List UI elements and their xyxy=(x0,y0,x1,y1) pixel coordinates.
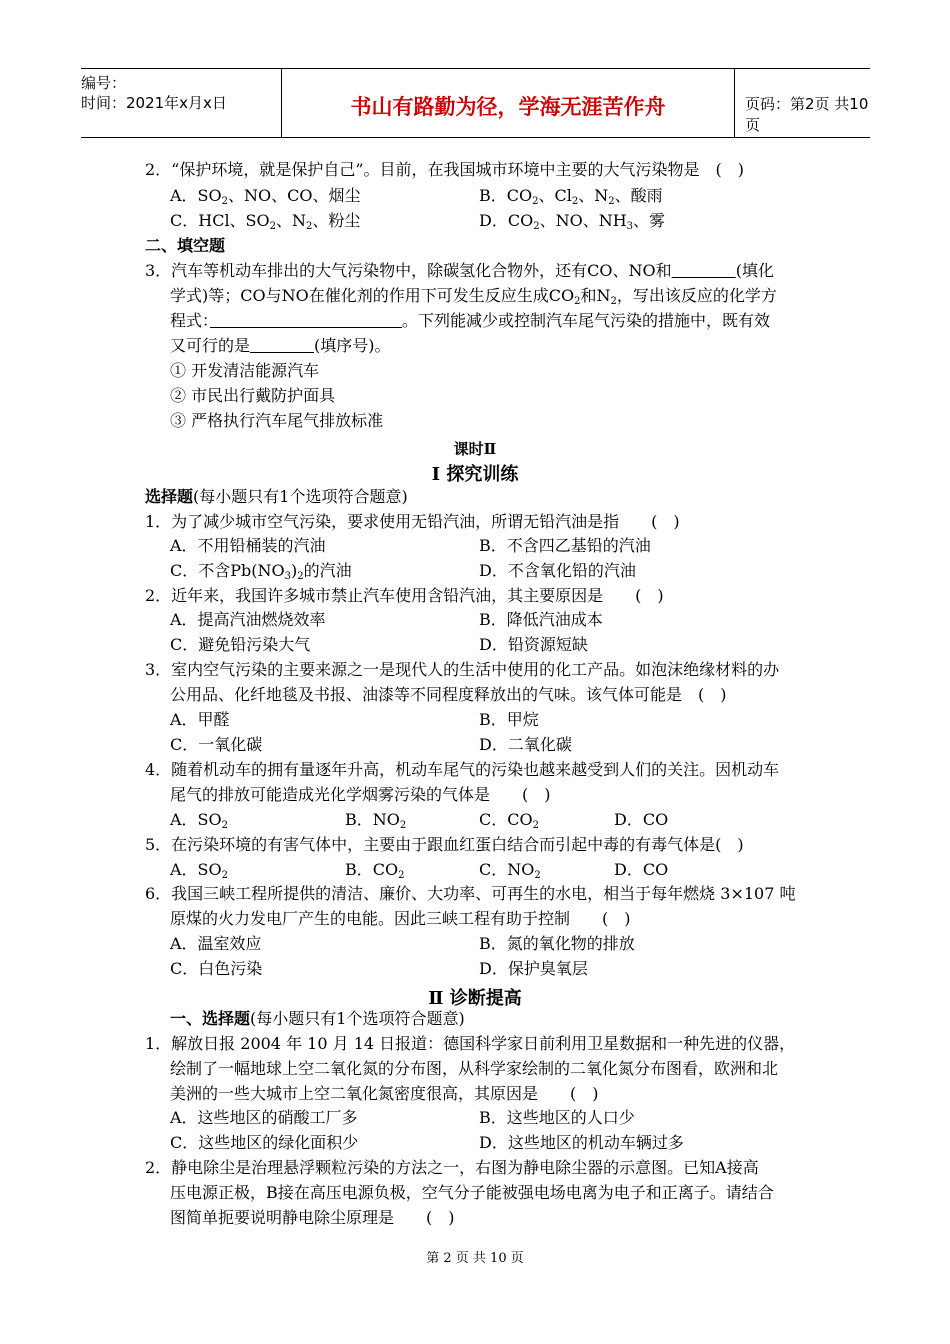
p2-q2-line3: 图简单扼要说明静电除尘原理是 ( ) xyxy=(170,1208,455,1227)
p1-q3-option-c: C．一氧化碳 xyxy=(170,735,263,754)
header-number: 编号： xyxy=(81,74,127,92)
p2-q1-line3: 美洲的一些大城市上空二氧化氮密度很高，其原因是 ( ) xyxy=(170,1084,599,1103)
q3-line4: 又可行的是 (填序号)。 xyxy=(170,336,391,355)
q3-line3: 程式： 。下列能减少或控制汽车尾气污染的措施中，既有效 xyxy=(170,311,771,330)
header-page: 页码：第2页 共10页 xyxy=(745,95,869,134)
p2-q1-option-b: B．这些地区的人口少 xyxy=(479,1108,635,1127)
p1-choice-note: (每小题只有1个选项符合题意) xyxy=(193,487,408,506)
p1-q2-stem: 2．近年来，我国许多城市禁止汽车使用含铅汽油，其主要原因是 ( ) xyxy=(145,586,664,605)
p1-choice-heading xyxy=(145,487,408,507)
p1-q4-option-d: D．CO xyxy=(614,810,669,829)
p2-q2-line2: 压电源正极，B接在高压电源负极，空气分子能被强电场电离为电子和正离子。请结合 xyxy=(170,1183,774,1202)
p1-q3-option-a: A．甲醛 xyxy=(170,710,230,729)
p2-q1-option-d: D．这些地区的机动车辆过多 xyxy=(479,1133,684,1152)
p1-q6-option-c: C．白色污染 xyxy=(170,959,263,978)
p1-q4-line1: 4．随着机动车的拥有量逐年升高，机动车尾气的污染也越来越受到人们的关注。因机动车 xyxy=(145,760,780,779)
p1-q2-option-b: B．降低汽油成本 xyxy=(479,610,603,629)
p1-q1-stem: 1．为了减少城市空气污染，要求使用无铅汽油，所谓无铅汽油是指 ( ) xyxy=(145,512,680,531)
p1-q1-option-c: C．不含$Pb(NO_3)_2$的汽油 xyxy=(170,561,352,582)
p2-q1-line1: 1．解放日报 2004 年 10 月 14 日报道：德国科学家日前利用卫星数据和一种先进的仪器， xyxy=(145,1034,796,1053)
p1-q1-option-d: D．不含氧化铅的汽油 xyxy=(479,561,636,580)
p1-q6-option-b: B．氮的氧化物的排放 xyxy=(479,934,635,953)
p2-q1-option-a: A．这些地区的硝酸工厂多 xyxy=(170,1108,358,1127)
q3-option-3: ③ 严格执行汽车尾气排放标准 xyxy=(170,411,384,430)
q2-option-a: A．$SO_2$、NO、CO、烟尘 xyxy=(170,186,361,207)
p1-q2-option-a: A．提高汽油燃烧效率 xyxy=(170,610,326,629)
p1-q3-line1: 3．室内空气污染的主要来源之一是现代人的生活中使用的化工产品。如泡沫绝缘材料的办 xyxy=(145,660,780,679)
p1-q6-line2: 原煤的火力发电厂产生的电能。因此三峡工程有助于控制 ( ) xyxy=(170,909,631,928)
p2-q2-line1: 2．静电除尘是治理悬浮颗粒污染的方法之一，右图为静电除尘器的示意图。已知A接高 xyxy=(145,1158,759,1177)
q2-option-b: B．$CO_2$、$Cl_2$、$N_2$、酸雨 xyxy=(479,186,663,207)
p1-q6-line1: 6．我国三峡工程所提供的清洁、廉价、大功率、可再生的水电，相当于每年燃烧 3×107 吨 xyxy=(145,884,796,903)
q3-option-2: ② 市民出行戴防护面具 xyxy=(170,386,336,405)
q2-option-d: D．$CO_2$、NO、$NH_3$、雾 xyxy=(479,211,666,232)
p2-choice-heading xyxy=(170,1009,465,1029)
p1-choice-bold: 选择题 xyxy=(145,487,194,506)
p1-q4-option-c: C．$CO_2$ xyxy=(479,810,539,831)
section-fill-title: 二、填空题 xyxy=(145,236,226,255)
p1-q4-option-a: A．$SO_2$ xyxy=(170,810,229,831)
header-motto: 书山有路勤为径，学海无涯苦作舟 xyxy=(350,95,666,119)
keshi-title: 课时Ⅱ xyxy=(453,440,497,458)
q3-line1: 3．汽车等机动车排出的大气污染物中，除碳氢化合物外，还有CO、NO和 (填化 xyxy=(145,261,774,280)
part2-title: Ⅱ 诊断提高 xyxy=(428,988,522,1009)
p1-q2-option-c: C．避免铅污染大气 xyxy=(170,635,311,654)
p1-q3-option-b: B．甲烷 xyxy=(479,710,539,729)
header-meta xyxy=(81,69,281,137)
q2-option-c: C．HCl、$SO_2$、$N_2$、粉尘 xyxy=(170,211,361,232)
p1-q5-option-a: A．$SO_2$ xyxy=(170,860,229,881)
p2-q1-line2: 绘制了一幅地球上空二氧化氮的分布图，从科学家绘制的二氧化氮分布图看，欧洲和北 xyxy=(170,1059,779,1078)
p1-q5-option-b: B．$CO_2$ xyxy=(345,860,405,881)
p1-q5-stem: 5．在污染环境的有害气体中，主要由于跟血红蛋白结合而引起中毒的有毒气体是( ) xyxy=(145,835,744,854)
p1-q3-option-d: D．二氧化碳 xyxy=(479,735,572,754)
p2-q1-option-c: C．这些地区的绿化面积少 xyxy=(170,1133,359,1152)
p1-q2-option-d: D．铅资源短缺 xyxy=(479,635,588,654)
part1-title: Ⅰ 探究训练 xyxy=(431,464,519,485)
p2-choice-note: (每小题只有1个选项符合题意) xyxy=(250,1009,465,1028)
page-footer: 第 2 页 共 10 页 xyxy=(426,1251,524,1266)
p1-q3-line2: 公用品、化纤地毯及书报、油漆等不同程度释放出的气味。该气体可能是 ( ) xyxy=(170,685,727,704)
p1-q5-option-c: C．$NO_2$ xyxy=(479,860,541,881)
p1-q6-option-d: D．保护臭氧层 xyxy=(479,959,588,978)
header-date: 时间：2021年x月x日 xyxy=(81,94,227,112)
p1-q4-option-b: B．$NO_2$ xyxy=(345,810,407,831)
page-header xyxy=(81,68,870,138)
header-motto-cell xyxy=(281,69,735,137)
q3-option-1: ① 开发清洁能源汽车 xyxy=(170,361,320,380)
p1-q1-option-a: A．不用铅桶装的汽油 xyxy=(170,536,326,555)
p1-q4-line2: 尾气的排放可能造成光化学烟雾污染的气体是 ( ) xyxy=(170,785,551,804)
p2-choice-bold: 一、选择题 xyxy=(170,1009,251,1028)
q2-stem: 2．“保护环境，就是保护自己”。目前，在我国城市环境中主要的大气污染物是 ( ) xyxy=(145,160,745,179)
p1-q1-option-b: B．不含四乙基铅的汽油 xyxy=(479,536,651,555)
q3-line2: 学式)等；CO与NO在催化剂的作用下可发生反应生成$CO_2$和$N_2$，写出该反应的化学方 xyxy=(170,286,777,307)
p1-q6-option-a: A．温室效应 xyxy=(170,934,262,953)
p1-q5-option-d: D．CO xyxy=(614,860,669,879)
